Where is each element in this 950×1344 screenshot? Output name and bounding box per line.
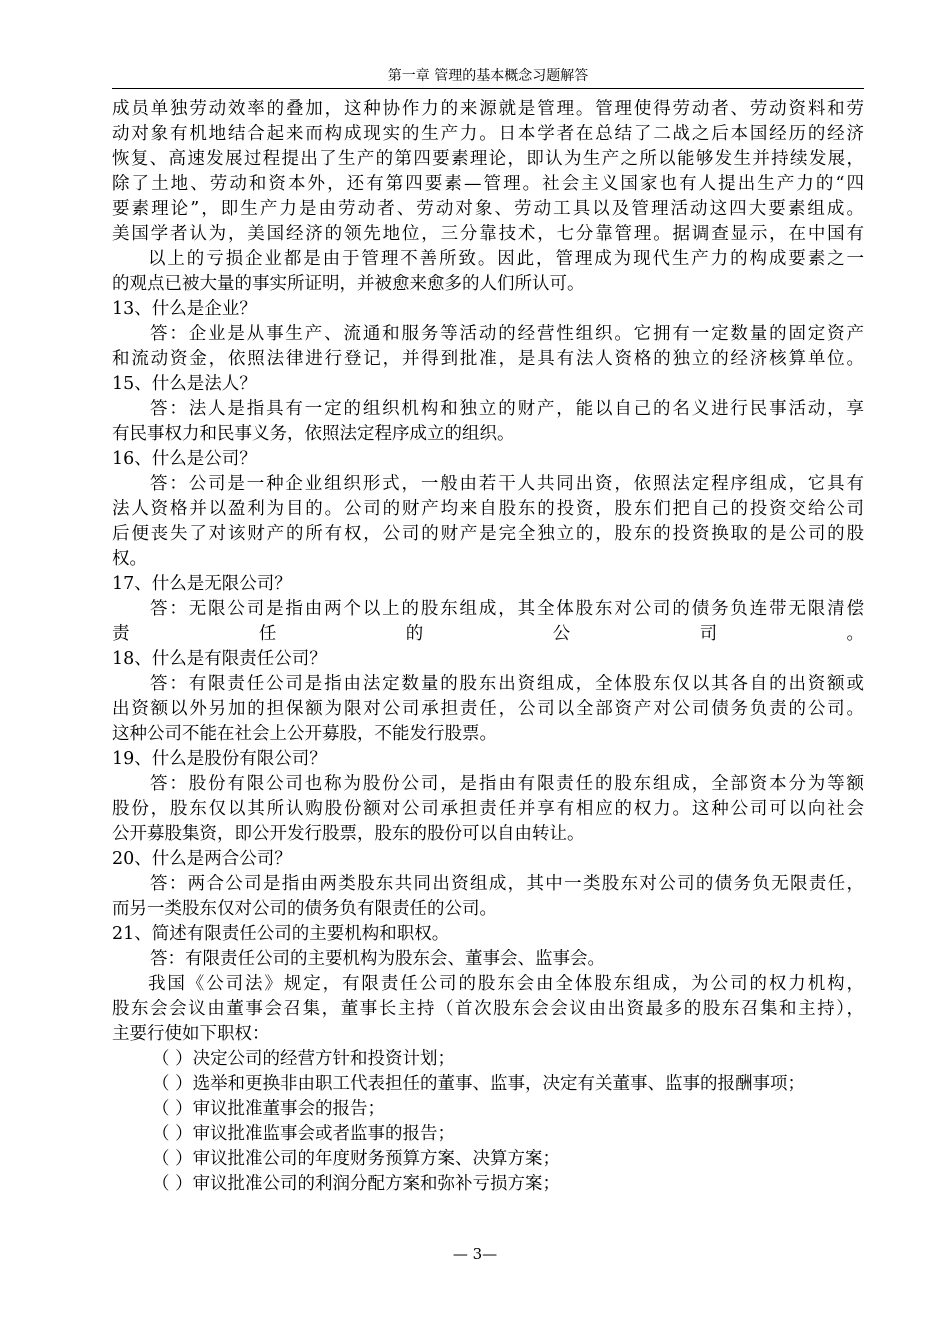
law-line: 主要行使如下职权： (112, 1024, 270, 1044)
body-line: 恢复、高速发展过程提出了生产的第四要素理论，即认为生产之所以能够发生并持续发展， (112, 149, 864, 169)
body-line: 成员单独劳动效率的叠加，这种协作力的来源就是管理。管理使得劳动者、劳动资料和劳 (112, 99, 864, 119)
question-21: 21、简述有限责任公司的主要机构和职权。 (112, 924, 450, 944)
question-13: 13、什么是企业？ (112, 299, 257, 319)
answer-line: 答：法人是指具有一定的组织机构和独立的财产，能以自己的名义进行民事活动，享 (150, 399, 864, 419)
question-17: 17、什么是无限公司？ (112, 574, 292, 594)
answer-line: 法人资格并以盈利为目的。公司的财产均来自股东的投资，股东们把自己的投资交给公司 (112, 499, 864, 519)
list-item: （ ）审议批准公司的利润分配方案和弥补亏损方案； (152, 1174, 561, 1194)
question-18: 18、什么是有限责任公司？ (112, 649, 327, 669)
body-line: 要素理论”，即生产力是由劳动者、劳动对象、劳动工具以及管理活动这四大要素组成。 (112, 199, 864, 219)
answer-line: 答：无限公司是指由两个以上的股东组成，其全体股东对公司的债务负连带无限清偿 (150, 599, 864, 619)
law-line: 股东会会议由董事会召集，董事长主持（首次股东会会议由出资最多的股东召集和主持）， (112, 999, 864, 1019)
body-line: 除了土地、劳动和资本外，还有第四要素—管理。社会主义国家也有人提出生产力的“四 (112, 174, 864, 194)
page-number: — 3— (452, 1245, 498, 1263)
spaced-char: 责 (112, 624, 130, 644)
body-line: 动对象有机地结合起来而构成现实的生产力。日本学者在总结了二战之后本国经历的经济 (112, 124, 864, 144)
answer-line: 答：公司是一种企业组织形式，一般由若干人共同出资，依照法定程序组成，它具有 (150, 474, 864, 494)
body-line: 以上的亏损企业都是由于管理不善所致。因此，管理成为现代生产力的构成要素之一 (148, 249, 864, 269)
law-line: 我国《公司法》规定，有限责任公司的股东会由全体股东组成，为公司的权力机构， (148, 974, 864, 994)
question-15: 15、什么是法人？ (112, 374, 257, 394)
list-item: （ ）选举和更换非由职工代表担任的董事、监事，决定有关董事、监事的报酬事项； (152, 1074, 806, 1094)
question-16: 16、什么是公司？ (112, 449, 257, 469)
header-rule (112, 88, 864, 89)
answer-line-spaced (112, 622, 864, 647)
answer-line: 答：有限责任公司是指由法定数量的股东出资组成，全体股东仅以其各自的出资额或 (150, 674, 864, 694)
answer-line: 股份，股东仅以其所认购股份额对公司承担责任并享有相应的权力。这种公司可以向社会 (112, 799, 864, 819)
answer-line: 后便丧失了对该财产的所有权，公司的财产是完全独立的，股东的投资换取的是公司的股 (112, 524, 864, 544)
list-item: （ ）审议批准公司的年度财务预算方案、决算方案； (152, 1149, 561, 1169)
answer-line: 这种公司不能在社会上公开募股，不能发行股票。 (112, 724, 497, 744)
answer-line: 答：股份有限公司也称为股份公司，是指由有限责任的股东组成，全部资本分为等额 (150, 774, 864, 794)
answer-line: 答：两合公司是指由两类股东共同出资组成，其中一类股东对公司的债务负无限责任， (150, 874, 864, 894)
list-item: （ ）审议批准监事会或者监事的报告； (152, 1124, 456, 1144)
answer-line: 答：有限责任公司的主要机构为股东会、董事会、监事会。 (150, 949, 605, 969)
list-item: （ ）审议批准董事会的报告； (152, 1099, 386, 1119)
answer-line: 出资额以外另加的担保额为限对公司承担责任，公司以全部资产对公司债务负责的公司。 (112, 699, 864, 719)
answer-line: 有民事权力和民事义务，依照法定程序成立的组织。 (112, 424, 515, 444)
answer-line: 公开募股集资，即公开发行股票，股东的股份可以自由转让。 (112, 824, 585, 844)
page-body (112, 97, 864, 1197)
running-header: 第一章 管理的基本概念习题解答 (387, 68, 589, 84)
question-19: 19、什么是股份有限公司？ (112, 749, 327, 769)
spaced-char: 司 (699, 624, 718, 644)
answer-line: 而另一类股东仅对公司的债务负有限责任的公司。 (112, 899, 497, 919)
answer-line: 答：企业是从事生产、流通和服务等活动的经营性组织。它拥有一定数量的固定资产 (150, 324, 864, 344)
answer-line: 权。 (112, 549, 147, 569)
spaced-char: 公 (552, 624, 571, 644)
body-line: 的观点已被大量的事实所证明，并被愈来愈多的人们所认可。 (112, 274, 585, 294)
spaced-char: 。 (846, 624, 864, 644)
answer-line: 和流动资金，依照法律进行登记，并得到批准，是具有法人资格的独立的经济核算单位。 (112, 349, 864, 369)
spaced-char: 任 (258, 624, 277, 644)
body-line: 美国学者认为，美国经济的领先地位，三分靠技术，七分靠管理。据调查显示，在中国有 (112, 224, 864, 244)
list-item: （ ）决定公司的经营方针和投资计划； (152, 1049, 456, 1069)
spaced-char: 的 (405, 624, 424, 644)
question-20: 20、什么是两合公司？ (112, 849, 292, 869)
